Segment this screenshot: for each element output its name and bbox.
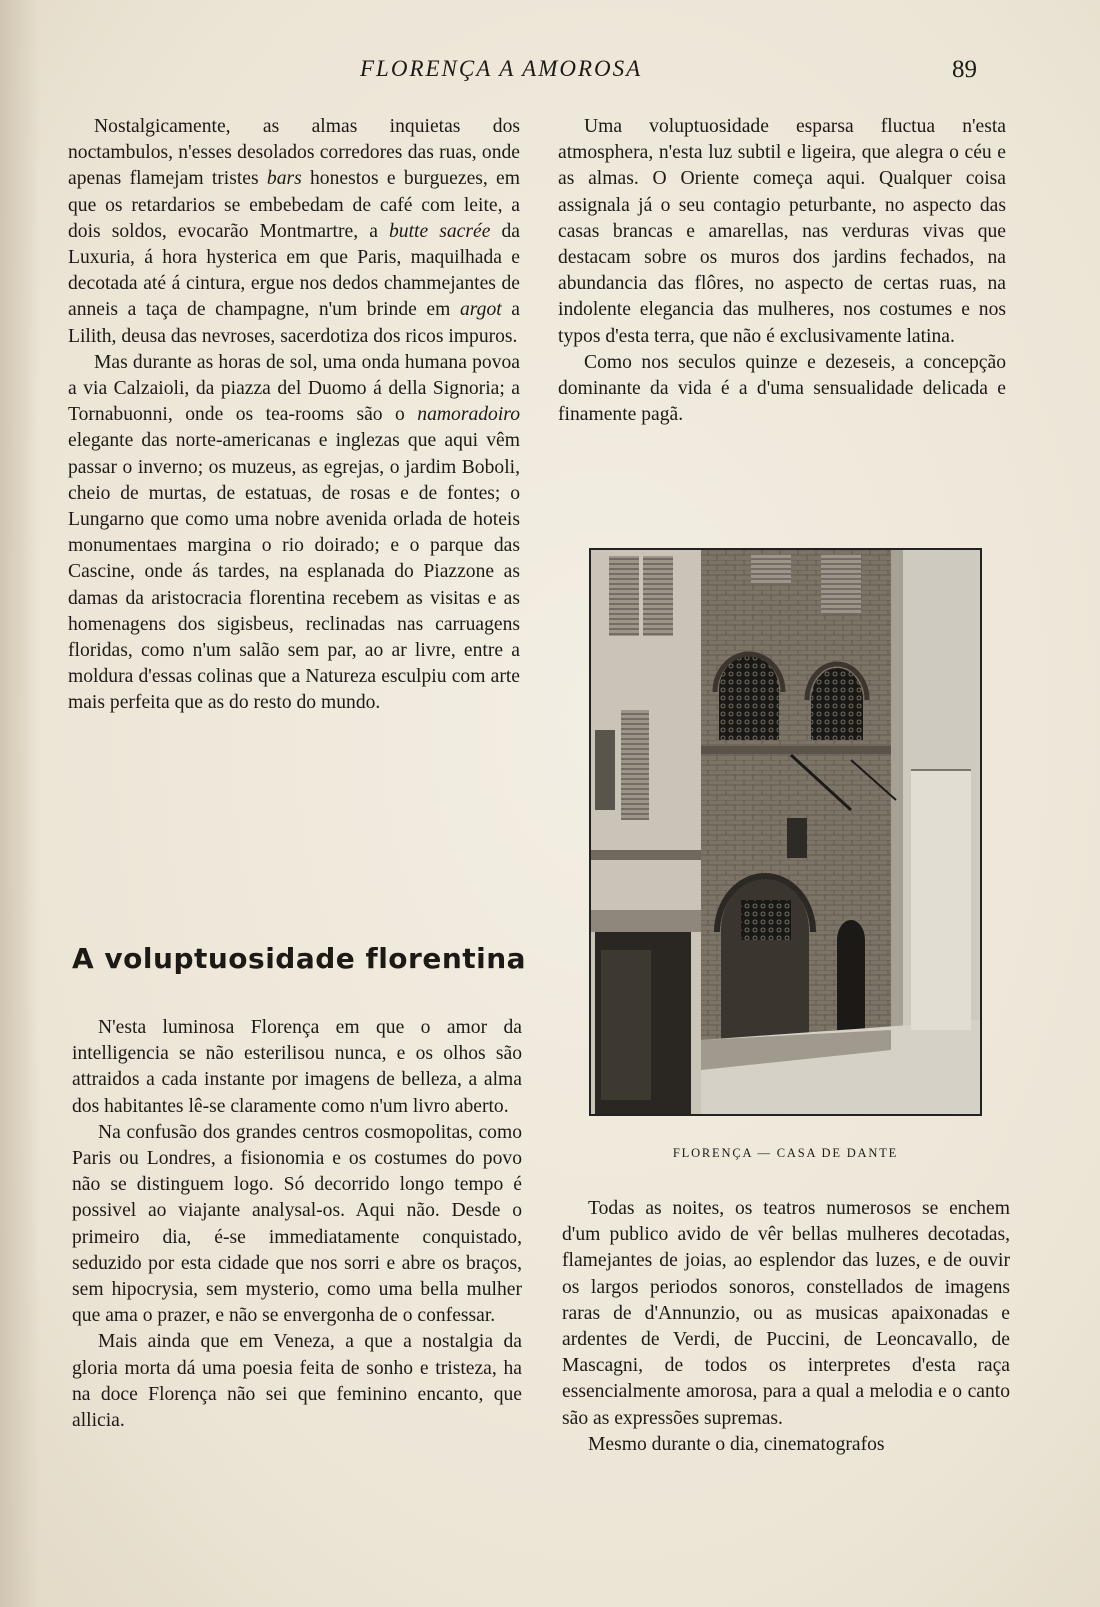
paragraph xyxy=(558,114,1006,350)
paragraph xyxy=(562,1432,1010,1458)
italic-phrase: bars xyxy=(266,168,302,190)
text-run: da Luxuria, á hora hysterica em que Paris, maquilhada e decotada até á cintura, ergue nos dedos chammejantes de anneis a taça de champagne, n'um brinde em xyxy=(68,220,520,321)
text-run: Como nos seculos quinze e dezeseis, a concepção dominante da vida é a d'uma sensualidade delicada e finamente pagã. xyxy=(558,351,1006,426)
section-heading: A voluptuosidade florentina xyxy=(72,942,527,975)
paragraph xyxy=(68,350,520,717)
text-run: Mesmo durante o dia, cinematografos xyxy=(588,1433,885,1455)
italic-phrase: argot xyxy=(459,299,502,321)
left-column-bottom-text xyxy=(72,1015,522,1434)
photo-casa-de-dante xyxy=(589,548,982,1116)
italic-phrase: namoradoiro xyxy=(417,404,520,426)
text-run: a Lilith, deusa das nevroses, sacerdotiza dos ricos impuros. xyxy=(68,299,520,347)
paragraph xyxy=(68,114,520,350)
figure-caption: FLORENÇA — CASA DE DANTE xyxy=(672,1146,899,1160)
text-run: Na confusão dos grandes centros cosmopolitas, como Paris ou Londres, a fisionomia e os costumes do povo não se distinguem logo. Só decorrido longo tempo é possivel ao viajante analysal-os. Aqui não. Desde o primeiro dia, é-se immediatamente conquistado, seduzido por esta cidade que nos sorri e abre os braços, sem hipocrysia, sem mysterio, como uma bella mulher que ama o prazer, e não se envergonha de o confessar. xyxy=(72,1121,522,1327)
paragraph xyxy=(562,1196,1010,1432)
text-run: honestos e burguezes, em que os retardarios se embebedam de café com leite, a dois soldos, evocarão Montmartre, a xyxy=(68,168,520,242)
italic-phrase: butte sacrée xyxy=(388,220,491,242)
text-run: N'esta luminosa Florença em que o amor da intelligencia se não esterilisou nunca, e os olhos são attraidos a cada instante por imagens de belleza, a alma dos habitantes lê-se claramente como n'um livro aberto. xyxy=(72,1017,522,1117)
page-number: 89 xyxy=(952,56,977,83)
photo-illustration xyxy=(591,550,980,1114)
text-run: Mas durante as horas de sol, uma onda humana povoa a via Calzaioli, da piazza del Duomo á della Signoria; a Tornabuonni, onde os tea-rooms são o xyxy=(68,351,520,426)
paragraph xyxy=(72,1120,522,1330)
left-column-top-text xyxy=(68,114,520,717)
text-run: elegante das norte-americanas e inglezas que aqui vêm passar o inverno; os muzeus, as egrejas, o jardim Boboli, cheio de murtas, de estatuas, de rosas e de fontes; o Lungarno que como uma nobre avenida orlada de hoteis monumentaes margina o rio doirado; e o parque das Cascine, onde ás tardes, na esplanada do Piazzone as damas da aristocracia florentina recebem as visitas e as homenagens dos sigisbeus, reclinadas nas carruagens floridas, como n'um salão sem par, ao ar livre, entre a moldura d'essas colinas que a Natureza esculpiu com arte mais perfeita que as do resto do mundo. xyxy=(68,430,520,714)
right-column-bottom-text xyxy=(562,1196,1010,1458)
right-column-top-text xyxy=(558,114,1006,428)
binding-shadow xyxy=(0,0,40,1607)
text-run: Todas as noites, os teatros numerosos se enchem d'um publico avido de vêr bellas mulheres decotadas, flamejantes de joias, ao esplendor das luzes, e de ouvir os largos periodos sonoros, constellados de imagens raras de d'Annunzio, ou as musicas apaixonadas e ardentes de Verdi, de Puccini, de Leoncavallo, de Mascagni, de todos os interpretes d'esta raça essencialmente amorosa, para a qual a melodia e o canto são as expressões supremas. xyxy=(562,1198,1010,1429)
paragraph xyxy=(558,350,1006,429)
text-run: Mais ainda que em Veneza, a que a nostalgia da gloria morta dá uma poesia feita de sonho e tristeza, ha na doce Florença não sei que feminino encanto, que allicia. xyxy=(72,1331,522,1432)
paragraph xyxy=(72,1329,522,1434)
running-head: FLORENÇA A AMOROSA xyxy=(360,56,643,81)
text-run: Nostalgicamente, as almas inquietas dos noctambulos, n'esses desolados corredores das ruas, onde apenas flamejam tristes xyxy=(68,116,520,190)
text-run: Uma voluptuosidade esparsa fluctua n'esta atmosphera, n'esta luz subtil e ligeira, que alegra o céu e as almas. O Oriente começa aqui. Qualquer coisa assignala já o seu contagio peturbante, no aspecto das casas brancas e amarellas, nas verduras vivas que destacam sobre os muros dos jardins fechados, na abundancia das flôres, no aspecto de certas ruas, na indolente elegancia das mulheres, nos costumes e nos typos d'esta terra, que não é exclusivamente latina. xyxy=(558,116,1006,347)
paragraph xyxy=(72,1015,522,1120)
